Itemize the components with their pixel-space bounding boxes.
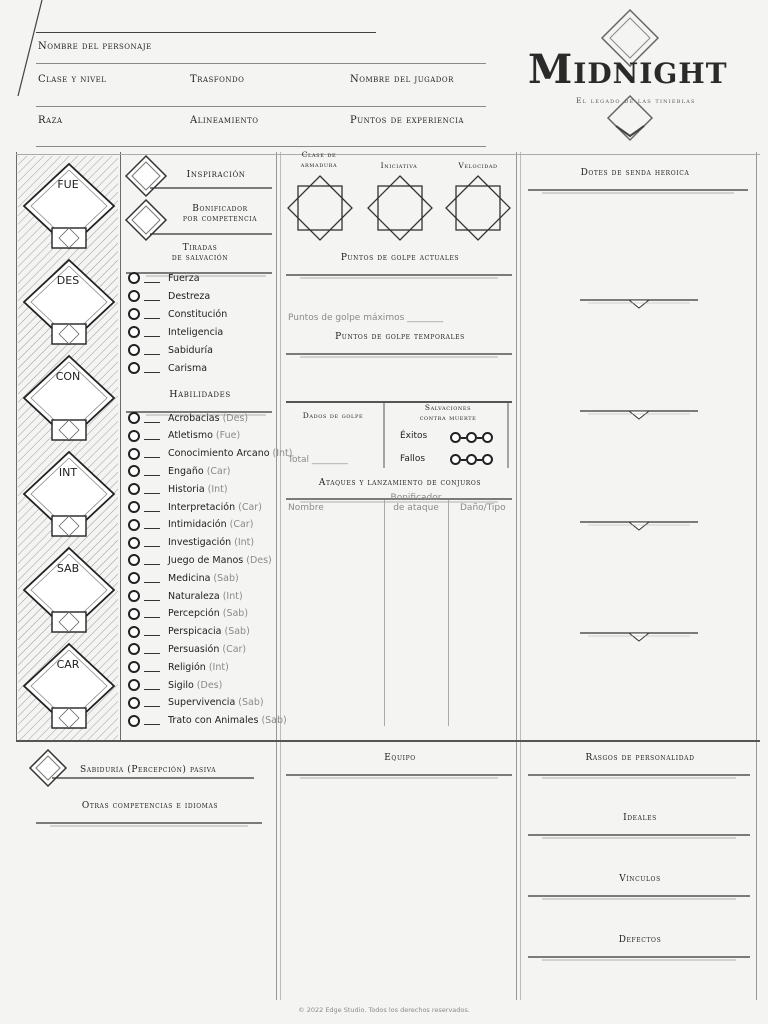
ability-box-4[interactable] (22, 546, 116, 636)
personality-traits-input[interactable] (528, 772, 750, 812)
ideals-title: Ideales (623, 813, 657, 823)
modifier-blank[interactable] (144, 493, 160, 494)
death-failures-checkboxes[interactable] (450, 454, 493, 465)
death-successes-label: Éxitos (400, 431, 428, 441)
modifier-blank[interactable] (144, 671, 160, 672)
midnight-logo (520, 6, 750, 146)
class-level-label: Clase y nivel (38, 74, 107, 85)
lower-section-divider (16, 740, 760, 742)
ideals-banner (528, 824, 750, 830)
proficiency-bubble[interactable] (128, 643, 140, 655)
copyright-footer: © 2022 Edge Studio. Todos los derechos reservados. (298, 1006, 470, 1014)
ability-label-1: DES (56, 274, 80, 287)
proficiency-bubble[interactable] (128, 661, 140, 673)
saving-throw-row[interactable] (128, 360, 207, 376)
passive-wisdom-label: Sabiduría (Percepción) pasiva (80, 765, 217, 775)
skill-row[interactable] (128, 588, 243, 604)
proficiency-bubble[interactable] (128, 326, 140, 338)
current-hp-banner (286, 264, 512, 270)
modifier-blank[interactable] (144, 689, 160, 690)
proficiency-bubble[interactable] (128, 608, 140, 620)
skill-attribute: (Des) (246, 554, 272, 566)
attacks-col-bonus: Bonificador de ataque (390, 493, 442, 513)
armor-class-input[interactable] (298, 186, 342, 230)
background-label: Trasfondo (190, 74, 245, 85)
modifier-blank[interactable] (144, 528, 160, 529)
ability-label-5: CAR (56, 658, 80, 671)
modifier-blank[interactable] (144, 653, 160, 654)
skill-name: Persuasión (168, 643, 220, 655)
equipment-banner (286, 764, 512, 770)
saving-throw-label: Constitución (168, 308, 228, 320)
column-divider-2 (516, 152, 517, 1000)
modifier-blank[interactable] (144, 457, 160, 458)
skill-row[interactable] (128, 713, 287, 729)
proficiency-bubble[interactable] (128, 465, 140, 477)
skill-row[interactable] (128, 517, 253, 533)
alignment-label: Alineamiento (190, 115, 259, 126)
hit-dice-input[interactable] (290, 420, 380, 456)
proficiency-bubble[interactable] (128, 572, 140, 584)
modifier-blank[interactable] (144, 354, 160, 355)
skill-name: Juego de Manos (168, 554, 244, 566)
inspiration-label: Inspiración (186, 169, 246, 180)
logo-title: Midnight (528, 46, 728, 93)
death-saves-label: Salvaciones contra muerte (419, 403, 477, 422)
modifier-blank[interactable] (144, 724, 160, 725)
heroic-feats-input[interactable] (528, 190, 748, 730)
proficiency-bubble[interactable] (128, 715, 140, 727)
proficiency-bubble[interactable] (128, 272, 140, 284)
initiative-label: Iniciativa (380, 161, 418, 170)
death-successes-checkboxes[interactable] (450, 432, 493, 443)
ability-box-1[interactable] (22, 258, 116, 348)
race-label: Raza (38, 115, 63, 126)
proficiency-bubble[interactable] (128, 290, 140, 302)
skill-name: Trato con Animales (168, 715, 259, 727)
saving-throw-label: Fuerza (168, 272, 200, 284)
modifier-blank[interactable] (144, 439, 160, 440)
skill-attribute: (Des) (196, 679, 223, 691)
modifier-blank[interactable] (144, 318, 160, 319)
attacks-col-name: Nombre (288, 503, 324, 513)
skill-attribute: (Sab) (224, 626, 250, 638)
equipment-input[interactable] (286, 774, 512, 996)
skill-attribute: (Int) (234, 537, 255, 549)
skill-attribute: (Fue) (215, 430, 241, 442)
skill-attribute: (Sab) (222, 608, 249, 620)
saving-throw-label: Inteligencia (168, 326, 224, 338)
skill-row[interactable] (128, 499, 262, 515)
modifier-blank[interactable] (144, 336, 160, 337)
skill-name: Sigilo (168, 679, 194, 691)
saving-throw-row[interactable] (128, 342, 213, 358)
column-divider-1 (276, 152, 277, 1000)
skill-attribute: (Int) (208, 661, 229, 673)
speed-input[interactable] (456, 186, 500, 230)
skill-attribute: (Int) (207, 483, 228, 495)
skill-name: Medicina (168, 572, 211, 584)
hit-dice-label: Dados de golpe (302, 411, 364, 420)
modifier-blank[interactable] (144, 475, 160, 476)
proficiency-bubble[interactable] (128, 697, 140, 709)
equipment-title: Equipo (384, 753, 416, 763)
temp-hp-banner (286, 343, 512, 349)
column-divider-2b (520, 152, 521, 1000)
skill-row[interactable] (128, 659, 229, 675)
skill-name: Perspicacia (168, 626, 222, 638)
saving-throws-title: Tiradas de salvación (171, 243, 229, 263)
logo-subtitle: El legado de las tinieblas (576, 96, 696, 105)
skill-attribute: (Car) (222, 643, 247, 655)
left-frame-line (16, 152, 17, 740)
skill-row[interactable] (128, 570, 239, 586)
column-divider-1b (280, 152, 281, 1000)
skill-attribute: (Int) (272, 448, 293, 460)
proficiency-bubble[interactable] (128, 412, 140, 424)
saving-throw-row[interactable] (128, 306, 227, 322)
skill-row[interactable] (128, 677, 222, 693)
passive-wisdom-input[interactable] (30, 750, 66, 786)
skill-name: Percepción (168, 608, 220, 620)
skill-row[interactable] (128, 463, 231, 479)
skill-attribute: (Car) (238, 501, 262, 513)
speed-label: Velocidad (458, 161, 498, 170)
experience-label: Puntos de experiencia (350, 115, 464, 126)
personality-traits-title: Rasgos de personalidad (585, 753, 695, 763)
ability-box-3[interactable] (22, 450, 116, 540)
attacks-title: Ataques y lanzamiento de conjuros (318, 478, 482, 488)
ability-label-3: INT (58, 466, 78, 479)
ability-label-4: SAB (56, 562, 80, 575)
skill-attribute: (Car) (206, 465, 231, 477)
initiative-input[interactable] (378, 186, 422, 230)
saving-throw-row[interactable] (128, 288, 210, 304)
ability-box-2[interactable] (22, 354, 116, 444)
modifier-blank[interactable] (144, 422, 160, 423)
skill-name: Intimidación (168, 519, 227, 531)
skills-title: Habilidades (169, 389, 231, 400)
ability-box-0[interactable] (22, 162, 116, 252)
skill-name: Historia (168, 483, 205, 495)
death-failures-label: Fallos (400, 454, 426, 464)
skills-banner (126, 401, 272, 407)
skill-row[interactable] (128, 624, 250, 640)
proficiency-bubble[interactable] (128, 430, 140, 442)
bonds-input[interactable] (528, 893, 750, 933)
other-proficiencies-title: Otras competencias e idiomas (81, 801, 219, 811)
right-frame-line (756, 152, 757, 1000)
character-name-line[interactable] (36, 32, 376, 33)
proficiency-bubble[interactable] (128, 626, 140, 638)
header-corner-flourish (14, 0, 44, 100)
skill-attribute: (Des) (222, 412, 249, 424)
player-name-label: Nombre del jugador (350, 74, 454, 85)
skill-name: Engaño (168, 465, 204, 477)
attacks-table-body[interactable] (286, 518, 512, 728)
modifier-blank[interactable] (144, 706, 160, 707)
skill-name: Naturaleza (168, 590, 220, 602)
saving-throw-row[interactable] (128, 324, 223, 340)
proficiency-bubble[interactable] (128, 483, 140, 495)
proficiency-bubble[interactable] (128, 554, 140, 566)
inspiration-input[interactable] (124, 154, 168, 198)
other-proficiencies-banner (36, 812, 262, 818)
skill-row[interactable] (128, 428, 240, 444)
armor-class-label: Clase de armadura (300, 150, 338, 169)
heroic-feats-title: Dotes de senda heroica (580, 168, 690, 178)
skill-row[interactable] (128, 552, 272, 568)
modifier-blank[interactable] (144, 546, 160, 547)
flaws-title: Defectos (618, 935, 662, 945)
ability-box-5[interactable] (22, 642, 116, 732)
header-bottom-line (36, 146, 486, 147)
skill-attribute: (Car) (229, 519, 254, 531)
temp-hp-label: Puntos de golpe temporales (335, 332, 465, 342)
skill-name: Interpretación (168, 501, 236, 513)
modifier-blank[interactable] (144, 282, 160, 283)
modifier-blank[interactable] (144, 635, 160, 636)
max-hp-label: Puntos de golpe máximos ________ (288, 313, 444, 323)
flaws-banner (528, 946, 750, 952)
modifier-blank[interactable] (144, 372, 160, 373)
skill-name: Atletismo (168, 430, 213, 442)
skill-name: Conocimiento Arcano (168, 448, 270, 460)
proficiency-label: Bonificador por competencia (182, 204, 258, 224)
saving-throw-label: Sabiduría (168, 344, 213, 356)
skill-attribute: (Sab) (238, 697, 264, 709)
skill-row[interactable] (128, 481, 228, 497)
proficiency-bubble[interactable] (128, 362, 140, 374)
temp-hp-input[interactable] (286, 350, 512, 398)
proficiency-bubble[interactable] (128, 590, 140, 602)
skill-attribute: (Sab) (213, 572, 239, 584)
saving-throw-label: Carisma (168, 362, 208, 374)
hit-dice-total-label: Total ________ (288, 455, 348, 465)
skill-name: Religión (168, 661, 206, 673)
modifier-blank[interactable] (144, 600, 160, 601)
skill-row[interactable] (128, 410, 248, 426)
saving-throw-label: Destreza (168, 290, 211, 302)
ability-label-2: CON (55, 370, 81, 383)
skill-name: Acrobacias (168, 412, 220, 424)
skill-row[interactable] (128, 535, 254, 551)
skill-name: Investigación (168, 537, 232, 549)
saving-throw-row[interactable] (128, 270, 200, 286)
flaws-input[interactable] (528, 954, 750, 998)
current-hp-label: Puntos de golpe actuales (340, 253, 460, 263)
ability-column-divider (120, 152, 121, 740)
character-name-label: Nombre del personaje (38, 41, 152, 52)
skill-row[interactable] (128, 606, 248, 622)
modifier-blank[interactable] (144, 511, 160, 512)
modifier-blank[interactable] (144, 582, 160, 583)
proficiency-bubble[interactable] (128, 448, 140, 460)
skill-row[interactable] (128, 695, 264, 711)
skill-attribute: (Int) (222, 590, 243, 602)
proficiency-bubble[interactable] (128, 308, 140, 320)
ideals-input[interactable] (528, 832, 750, 872)
proficiency-bonus-input[interactable] (124, 200, 168, 244)
skill-row[interactable] (128, 641, 246, 657)
ability-label-0: FUE (57, 178, 79, 191)
skill-name: Supervivencia (168, 697, 236, 709)
race-row-line[interactable] (36, 106, 486, 107)
modifier-blank[interactable] (144, 564, 160, 565)
proficiency-bubble[interactable] (128, 501, 140, 513)
bonds-title: Vínculos (619, 874, 661, 884)
heroic-feats-banner (528, 179, 748, 185)
proficiency-bubble[interactable] (128, 519, 140, 531)
other-proficiencies-input[interactable] (30, 822, 266, 998)
modifier-blank[interactable] (144, 300, 160, 301)
saving-throws-banner (126, 262, 272, 266)
modifier-blank[interactable] (144, 617, 160, 618)
skill-row[interactable] (128, 446, 293, 462)
bonds-banner (528, 885, 750, 891)
attacks-col-damage: Daño/Tipo (460, 503, 506, 513)
class-row-line[interactable] (36, 63, 486, 64)
proficiency-bubble[interactable] (128, 537, 140, 549)
personality-traits-banner (528, 764, 750, 770)
proficiency-bubble[interactable] (128, 344, 140, 356)
skill-attribute: (Sab) (261, 715, 287, 727)
proficiency-bubble[interactable] (128, 679, 140, 691)
